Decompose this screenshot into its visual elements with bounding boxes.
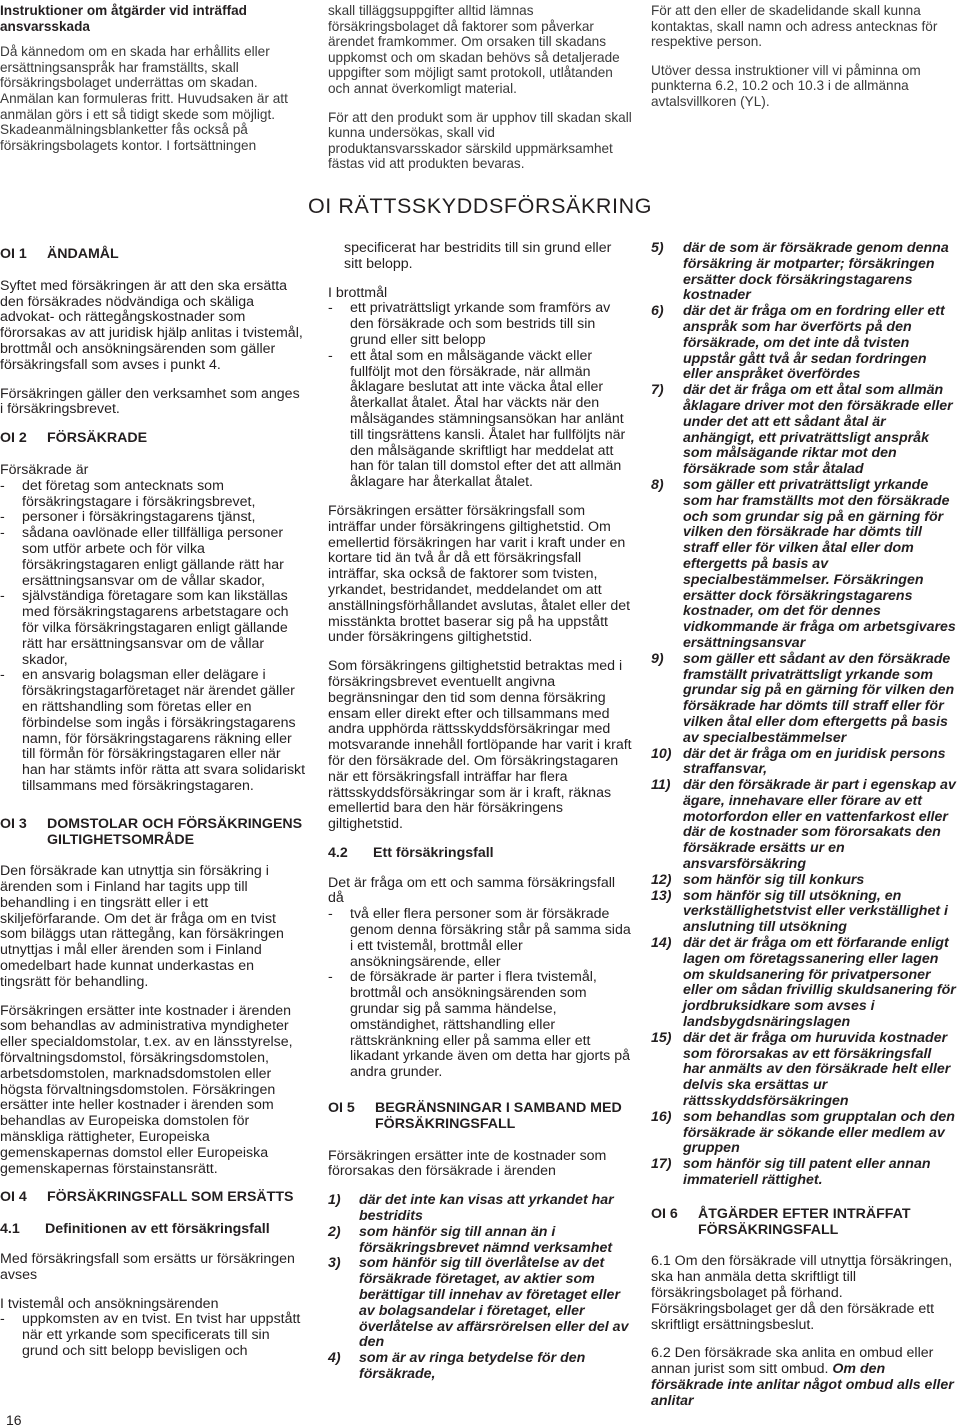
subsection-heading [328, 846, 632, 862]
paragraph: Försäkringen ersätter inte kostnader i ärenden som behandlas av administrativa myndigheter eller specialdomstolar, t.ex. av en länsstyrelse, förvaltningsdomstol, försäkringsdomstolen, arbetsdomstolen, marknadsdomstolen eller högsta förvaltningsdomstolen. Försäkringen ersätter inte heller kostnader i ärenden som behandlas av Europeiska domstolen för mänskliga rättigheter, Europeiska gemenskapernas domstol eller Europeiska gemenskapernas förstainstansrätt. [0, 1002, 293, 1177]
list-item: 8) som gäller ett privaträttsligt yrkande som har framställts mot den försäkrade och som grundar sig på en gärning för vilken den försäkrade har dömts till straff eller för vilken åtal eller dom eftergetts på basis av specialbestämmelser. Försäkringen ersätter dock försäkringstagarens kostnader, om det för dennes vidkommande är fråga om arbetsgivares ersättningsansvar [651, 476, 956, 651]
paragraph: 6.2 Den försäkrade ska anlita en ombud eller annan jurist som sitt ombud. Om den försäkrade inte anlitar något ombud alls eller anlitar [651, 1345, 954, 1409]
list-item: 2) som hänför sig till annan än i försäkringsbrevet nämnd verksamhet [328, 1223, 613, 1256]
instructions-column-3 [651, 3, 957, 123]
list-item: 7) där det är fråga om ett åtal som allmän åklagare driver mot den försäkrade eller under det att ett sådant åtal är anhängigt, ett privaträttsligt anspråk som målsägande riktar mot den försäkrade som står åtalad [651, 382, 953, 478]
list-item: 5) där de som är försäkrade genom denna försäkring är motparter; försäkringen ersätter dock försäkringstagarens kostnader [651, 240, 949, 304]
list-item: 13) som hänför sig till utsökning, en verkställighetstvist eller verkställighet i anslutning till utsökning [651, 887, 948, 936]
page-number: 16 [6, 1412, 22, 1428]
instructions-paragraph: För att den produkt som är upphov till skadan skall kunna undersökas, skall vid produktansvarsskador särskild uppmärksamhet fästas vid att produkten bevaras. [328, 109, 632, 172]
list-item: 14) där det är fråga om ett förfarande enligt lagen om företagssanering eller lagen om skuldsanering för privatpersoner eller om sådan frivillig skuldsanering för jordbruksidkare som avses i landsbygdsnäringslagen [651, 935, 956, 1031]
paragraph: Som försäkringens giltighetstid betraktas med i försäkringsbrevet eventuellt angivna begränsningar den tid som denna försäkring ensam eller direkt efter och tillsammans med andra upphörda rättsskyddsförsäkringar med motsvarande innehåll fortlöpande har varit i kraft för den försäkrade del. Om försäkringstagaren när ett försäkringsfall inträffar har flera rättsskyddsförsäkringar som är i kraft, räknas emellertid bara den här försäkringens giltighetstid. [328, 658, 632, 833]
paragraph: Det är fråga om ett och samma försäkringsfall då [328, 874, 616, 907]
section-title: FÖRSÄKRADE [47, 430, 148, 447]
section-title: ÅTGÄRDER EFTER INTRÄFFAT FÖRSÄKRINGSFALL [698, 1205, 911, 1238]
list-item: - ett privaträttsligt yrkande som framförs av den försäkrade och som bestrids till sin grund eller sitt belopp [328, 300, 611, 348]
list-item: 10) där det är fråga om en juridisk persons straffansvar, [651, 745, 946, 778]
list-item: 9) som gäller ett sådant av den försäkrade framställt privaträttsligt yrkande som grundar sig på en gärning för vilken den försäkrade har dömts till straff eller för vilken åtal eller dom eftergetts på basis av specialbestämmelser [651, 650, 955, 746]
instructions-paragraph: För att den eller de skadelidande skall kunna kontaktas, skall namn och adress antecknas för respektive person. [651, 3, 938, 50]
list-item: 15) där det är fråga om huruvida kostnader som förorsakas av ett försäkringsfall har anmälts av den försäkrade helt eller delvis ska ersättas ur rättsskyddsförsäkringen [651, 1029, 951, 1110]
section-heading [0, 247, 306, 263]
instructions-paragraph: skall tilläggsuppgifter alltid lämnas försäkringsbolaget då faktorer som påverkar ärendet framkommer. Om orsaken till skadans uppkomst och om skadan behövs så detaljerade uppgifter som möjligt samt protokoll, utlåtanden och annat överkomligt material. [328, 3, 620, 96]
list-item: - självständiga företagare som kan likställas med försäkringstagarens arbetstagare och för vilka försäkringstagaren enligt gällande rätt har ersättningsansvar om de vållar skador, [0, 588, 289, 668]
list-item: 11) där den försäkrade är part i egenskap av ägare, innehavare eller förare av ett motorfordon eller en vattenfarkost eller där de kostnader som förorsakats den försäkrade ersätts ur en ansvarsförsäkring [651, 777, 956, 873]
paragraph: I brottmål [328, 284, 388, 301]
instructions-text: Då kännedom om en skada har erhållits eller ersättningsanspråk har framställts, skall försäkringsbolaget underrättas om skadan. Anmälan kan formuleras fritt. Huvudsaken är att anmälan görs i ett så tidigt skede som möjligt. Skadeanmälningsblanketter fås också på försäkringsbolagets kontor. I fortsättningen [0, 44, 288, 153]
right-column [651, 241, 957, 1423]
paragraph: 6.1 Om den försäkrade vill utnyttja försäkringen, ska han anmäla detta skriftligt till försäkringsbolaget på förhand. Försäkringsbolaget ger då den försäkrade ett skriftligt ersättningsbeslut. [651, 1253, 953, 1333]
list-item: - sådana oavlönade eller tillfälliga personer som utför arbete och för vilka försäkringstagaren enligt gällande rätt har ersättningsansvar om de vållar skador, [0, 525, 284, 589]
section-title: BEGRÄNSNINGAR I SAMBAND MED FÖRSÄKRINGSFALL [375, 1100, 622, 1132]
left-column [0, 241, 306, 1360]
section-title: DOMSTOLAR OCH FÖRSÄKRINGENS GILTIGHETSOMRÅDE [47, 815, 303, 848]
limitations-list [328, 1193, 632, 1383]
section-heading [651, 1207, 957, 1239]
list-item: - ett åtal som en målsägande väckt eller fullföljt mot den försäkrade, när allmän åklagare beslutat att inte väcka åtal eller återkallat åtalet. Åtal har väckts när den målsägandes stämningsansökan har anlänt till tingsrättens kansli. Åtalet har fullföljts när den målsägande skriftligt har meddelat att han för talan till domstol efter det att allmän åklagare har återkallat åtalet. [328, 347, 626, 491]
paragraph: Den försäkrade kan utnyttja sin försäkring i ärenden som i Finland har tagits upp till behandling i en tingsrätt eller i ett skiljeförfarande. Om det är fråga om en tvist som biläggs utan rättegång, kan försäkringen utnyttjas i mål eller ärenden som i Finland omedelbart hade kunnat underkastas en tingsrätt för behandling. [0, 863, 284, 990]
paragraph: Syftet med försäkringen är att den ska ersätta den försäkrades nödvändiga och skäliga advokat- och rättegångskostnader som förorsakas av att juridisk hjälp anlitas i tvistemål, brottmål och ansökningsärenden som gäller försäkringsfall som avses i punkt 4. [0, 277, 303, 373]
section-title: ÄNDAMÅL [47, 246, 119, 262]
one-case-list [328, 907, 632, 1081]
subsection-heading [0, 1222, 306, 1238]
section-number: OI 2 [0, 430, 27, 447]
paragraph: I tvistemål och ansökningsärenden [0, 1295, 219, 1312]
list-item: 12) som hänför sig till konkurs [651, 871, 865, 888]
paragraph: specificerat har bestridits till sin grund eller sitt belopp. [344, 240, 612, 272]
section-title: FÖRSÄKRINGSFALL SOM ERSÄTTS [47, 1189, 294, 1206]
middle-column [328, 241, 632, 1383]
list-item: 6) där det är fråga om en fordring eller ett anspråk som har överförts på den försäkrade, om det inte då tvisten uppstår gått två år sedan fordringen eller anspråket överfördes [651, 303, 945, 383]
instructions-column-2 [328, 3, 632, 185]
paragraph: Försäkringen ersätter försäkringsfall som inträffar under försäkringens giltighetstid. Om emellertid försäkringen har varit i kraft under en kortare tid än två år då ett försäkringsfall inträffar, ska också de faktorer som tvisten, yrkandet, bestridandet, meddelandet om att anställningsförhållandet avslutas, åtalet eller det misstänkta brottet baserar sig på ha uppstått under försäkringens giltighetstid. [328, 502, 631, 646]
list-item: - uppkomsten av en tvist. En tvist har uppstått när ett yrkande som specificerats till sin grund och sitt belopp bevisligen och [0, 1311, 301, 1360]
subsection-number: 4.2 [328, 844, 348, 861]
list-item: 4) som är av ringa betydelse för den försäkrade, [328, 1350, 586, 1382]
list-item: - två eller flera personer som är försäkrade genom denna försäkring står på samma sida i ett tvistemål, brottmål eller ansökningsärende, eller [328, 906, 631, 970]
paragraph: Försäkringen ersätter inte de kostnader som förorsakas den försäkrade i ärenden [328, 1147, 607, 1180]
list-item: - det företag som antecknats som försäkringstagare i försäkringsbrevet, [0, 477, 256, 510]
section-number: OI 6 [651, 1205, 678, 1222]
list-item: - personer i försäkringstagarens tjänst, [0, 509, 256, 526]
paragraph: Med försäkringsfall som ersätts ur försäkringen avses [0, 1251, 295, 1283]
list-item: - en ansvarig bolagsman eller delägare i försäkringstagarföretaget när ärendet gäller en rättshandling som företas eller en förbindelse som ingås i försäkringstagarens namn, för försäkringstagarens räkning eller till förmån för försäkringstagaren eller när han har stämts inför rätta att svara solidariskt tillsammans med försäkringstagaren. [0, 667, 306, 794]
section-heading [0, 1190, 306, 1206]
insured-list [0, 479, 306, 795]
subsection-number: 4.1 [0, 1221, 20, 1238]
limitations-list-continued [651, 241, 957, 1189]
section-heading [328, 1101, 632, 1133]
section-heading [0, 817, 306, 849]
paragraph: Försäkringen gäller den verksamhet som anges i försäkringsbrevet. [0, 385, 300, 418]
subsection-title: Definitionen av ett försäkringsfall [45, 1221, 270, 1238]
subsection-title: Ett försäkringsfall [373, 844, 494, 861]
paragraph: Försäkrade är [0, 461, 89, 478]
list-item: 17) som hänför sig till patent eller annan immateriell rättighet. [651, 1156, 931, 1189]
document-title: OI RÄTTSSKYDDSFÖRSÄKRING [307, 194, 653, 218]
list-item: 3) som hänför sig till överlåtelse av det försäkrade företaget, av aktier som berättigar till innehav av företaget eller av bolagsandelar i företaget, eller överlåtelse av affärsrörelsen eller del av den [328, 1255, 629, 1351]
section-heading [0, 431, 306, 447]
section-number: OI 1 [0, 246, 27, 262]
instructions-column-1 [0, 3, 306, 166]
list-item: 1) där det inte kan visas att yrkandet har bestridits [328, 1192, 614, 1225]
section-number: OI 5 [328, 1100, 355, 1117]
list-item: - de försäkrade är parter i flera tvistemål, brottmål och ansökningsärenden som grundar sig på samma händelse, omständighet, rättshandling eller rättskränkning eller på samma eller ett likadant yrkande även om detta har gjorts på andra grunder. [328, 969, 630, 1081]
section-number: OI 4 [0, 1189, 27, 1206]
instructions-paragraph: Utöver dessa instruktioner vill vi påminna om punkterna 6.2, 10.2 och 10.3 i de allmänna avtalsvillkoren (YL). [651, 62, 921, 109]
list-item: 16) som behandlas som grupptalan och den försäkrade är sökande eller medlem av gruppen [651, 1108, 955, 1157]
instructions-heading: Instruktioner om åtgärder vid inträffad ansvarsskada [0, 3, 247, 34]
section-number: OI 3 [0, 815, 27, 832]
criminal-list [328, 301, 632, 491]
